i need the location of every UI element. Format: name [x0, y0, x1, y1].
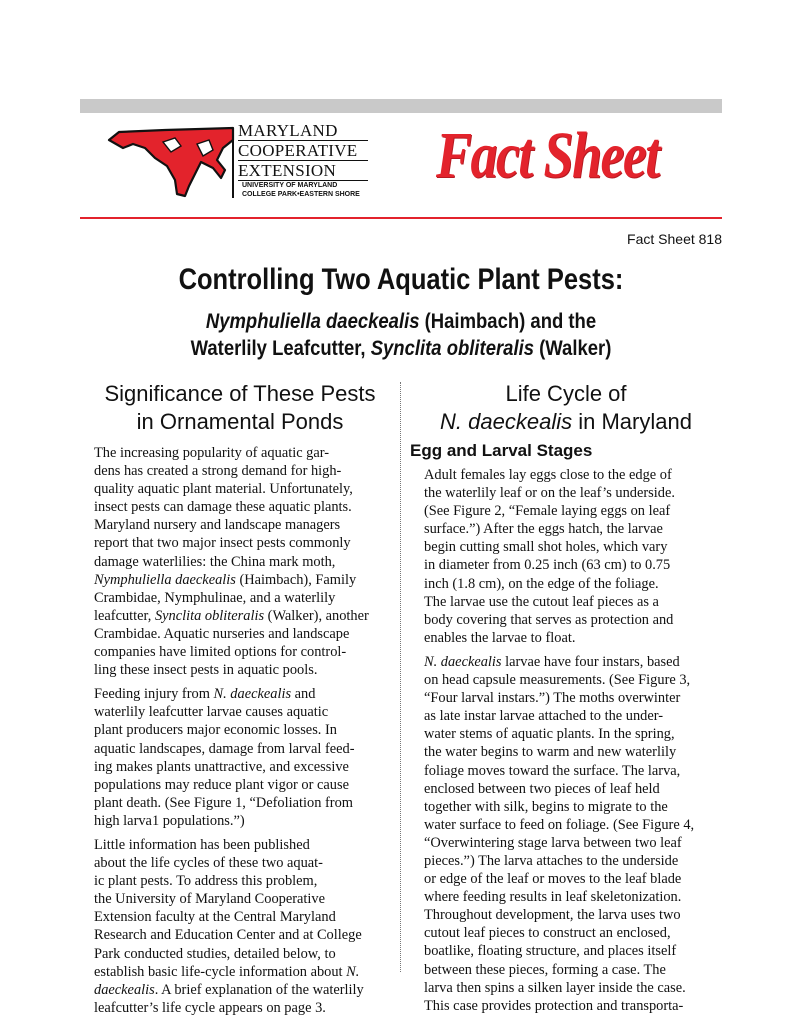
text-line: cutout leaf pieces to construct an enclosed, — [424, 925, 671, 942]
header-top-bar — [80, 99, 722, 113]
left-column-heading — [80, 380, 400, 436]
text-line: as late instar larvae attached to the under- — [424, 708, 664, 725]
left-paragraph-2 — [80, 685, 400, 830]
text-line: damage waterlilies: the China mark moth, — [94, 553, 336, 570]
text-line: high larva1 populations.”) — [94, 812, 245, 829]
text-line — [80, 685, 400, 703]
header-rule — [80, 217, 722, 219]
text-line: insect pests can damage these aquatic plants. — [94, 499, 352, 516]
text-span: and — [291, 686, 316, 703]
text-line: enables the larvae to float. — [424, 629, 576, 646]
text-line: where feeding results in leaf skeletonization. — [424, 889, 682, 906]
text-line: Research and Education Center and at College — [94, 927, 362, 944]
right-column-heading — [410, 380, 722, 436]
text-line: the water begins to warm and new waterlily — [424, 744, 677, 761]
text-line: leafcutter’s life cycle appears on page 3. — [94, 999, 326, 1016]
species-name: N. daeckealis — [424, 653, 502, 670]
text-line: pieces.”) The larva attaches to the underside — [424, 852, 679, 869]
text-line: Maryland nursery and landscape managers — [94, 517, 341, 534]
right-heading-line-2 — [410, 408, 722, 436]
text-line: the University of Maryland Cooperative — [94, 891, 325, 908]
text-line: body covering that serves as protection and — [424, 611, 674, 628]
text-line: Park conducted studies, detailed below, to — [94, 945, 336, 962]
text-line: Crambidae. Aquatic nurseries and landscape — [94, 625, 350, 642]
column-divider — [400, 382, 401, 972]
text-line: populations may reduce plant vigor or cause — [94, 776, 349, 793]
left-heading-line-2: in Ornamental Ponds — [136, 409, 344, 434]
text-line: in diameter from 0.25 inch (63 cm) to 0.75 — [424, 557, 671, 574]
subtitle-line-1 — [119, 308, 684, 335]
text-line: about the life cycles of these two aquat- — [94, 855, 323, 872]
org-line-extension: EXTENSION — [238, 162, 368, 181]
egg-larval-stages-heading: Egg and Larval Stages — [410, 441, 593, 460]
text-span: (Haimbach), Family — [235, 571, 357, 588]
text-line — [80, 963, 400, 981]
text-line: surface.”) After the eggs hatch, the larvae — [424, 521, 663, 538]
text-line: inch (1.8 cm), on the edge of the foliage. — [424, 575, 659, 592]
text-span: larvae have four instars, based — [501, 653, 680, 670]
subtitle-line-2-start: Waterlily Leafcutter, — [190, 337, 371, 360]
text-line: Adult females lay eggs close to the edge of — [424, 467, 672, 483]
text-line: begin cutting small shot holes, which vary — [424, 539, 668, 556]
right-column — [410, 380, 722, 1021]
fact-sheet-number: Fact Sheet 818 — [627, 231, 722, 247]
text-span: . A brief explanation of the waterlily — [154, 981, 364, 998]
org-line-cooperative: COOPERATIVE — [238, 142, 368, 161]
org-sub-campuses: COLLEGE PARK•EASTERN SHORE — [242, 191, 360, 198]
subtitle-line-2 — [119, 335, 684, 362]
page-title: Controlling Two Aquatic Plant Pests: — [178, 263, 624, 296]
species-name: N. daeckealis — [213, 686, 292, 703]
text-line: plant death. (See Figure 1, “Defoliation from — [94, 794, 353, 811]
org-sub-university: UNIVERSITY OF MARYLAND — [242, 182, 338, 189]
text-line — [80, 607, 400, 625]
text-line: report that two major insect pests commonly — [94, 535, 351, 552]
left-paragraph-1 — [80, 444, 400, 679]
text-line: The increasing popularity of aquatic gar- — [94, 445, 330, 461]
text-line: This case provides protection and transporta- — [424, 997, 684, 1014]
text-span: Feeding injury from — [94, 686, 214, 703]
right-paragraph-1 — [410, 466, 722, 647]
text-line: boatlike, floating structure, and places itself — [424, 943, 677, 960]
text-line: foliage moves toward the surface. The larva, — [424, 762, 681, 779]
subtitle-species-2: Synclita obliteralis — [370, 337, 535, 360]
species-name: Nymphuliella daeckealis — [94, 571, 236, 588]
text-line: aquatic landscapes, damage from larval feed- — [94, 740, 355, 757]
text-line: Throughout development, the larva uses two — [424, 907, 681, 924]
text-span: leafcutter, — [94, 607, 155, 624]
org-line-maryland: MARYLAND — [238, 122, 368, 141]
text-line — [80, 981, 400, 999]
text-line: dens has created a strong demand for high- — [94, 463, 342, 480]
page-subtitle — [119, 308, 684, 362]
left-paragraph-3 — [80, 836, 400, 1017]
text-line: or edge of the leaf or moves to the leaf blade — [424, 871, 682, 888]
species-name: N. — [346, 963, 360, 980]
text-line: waterlily leafcutter larvae causes aquatic — [94, 704, 329, 721]
text-line: the waterlily leaf or on the leaf’s underside. — [424, 485, 675, 502]
fact-sheet-wordmark: Fact Sheet — [436, 119, 659, 192]
text-line: Little information has been published — [94, 836, 310, 853]
text-line: together with silk, begins to migrate to the — [424, 798, 668, 815]
text-line: on head capsule measurements. (See Figure 3, — [424, 672, 691, 689]
organization-name — [238, 122, 368, 182]
text-line: Extension faculty at the Central Maryland — [94, 909, 336, 926]
text-span: in Maryland — [572, 409, 692, 434]
subtitle-line-2-rest: (Walker) — [534, 337, 612, 360]
text-line: water surface to feed on foliage. (See Figure 4, — [424, 816, 695, 833]
text-line — [410, 653, 722, 671]
species-name: Synclita obliteralis — [154, 607, 265, 624]
text-line: companies have limited options for control- — [94, 644, 347, 661]
left-column — [80, 380, 400, 1023]
text-line: ic plant pests. To address this problem, — [94, 873, 318, 890]
text-line: between these pieces, forming a case. The — [424, 961, 666, 978]
species-name: daeckealis — [94, 981, 155, 998]
text-line: The larvae use the cutout leaf pieces as a — [424, 593, 659, 610]
subtitle-species-1: Nymphuliella daeckealis — [205, 310, 420, 333]
text-line: (See Figure 2, “Female laying eggs on leaf — [424, 503, 671, 520]
text-line: ing makes plants unattractive, and excessive — [94, 758, 349, 775]
organization-sub — [242, 181, 382, 199]
text-line: Crambidae, Nymphulinae, and a waterlily — [94, 589, 336, 606]
right-paragraph-2 — [410, 653, 722, 1015]
text-line: water stems of aquatic plants. In the spring, — [424, 726, 675, 743]
text-line: “Four larval instars.”) The moths overwinter — [424, 690, 681, 707]
text-span: establish basic life-cycle information about — [94, 963, 347, 980]
text-line: enclosed between two pieces of leaf held — [424, 780, 660, 797]
right-heading-line-1: Life Cycle of — [505, 381, 627, 406]
text-line: larva then spins a silken layer inside the case. — [424, 979, 686, 996]
text-span: (Walker), another — [264, 607, 369, 624]
species-name: N. daeckealis — [440, 409, 573, 434]
subtitle-line-1-rest: (Haimbach) and the — [419, 310, 597, 333]
left-heading-line-1: Significance of These Pests — [104, 381, 376, 406]
text-line: quality aquatic plant material. Unfortunately, — [94, 481, 353, 498]
text-line — [80, 571, 400, 589]
text-line: “Overwintering stage larva between two leaf — [424, 834, 682, 851]
text-line: plant producers major economic losses. In — [94, 722, 337, 739]
text-line: ling these insect pests in aquatic pools. — [94, 662, 318, 679]
